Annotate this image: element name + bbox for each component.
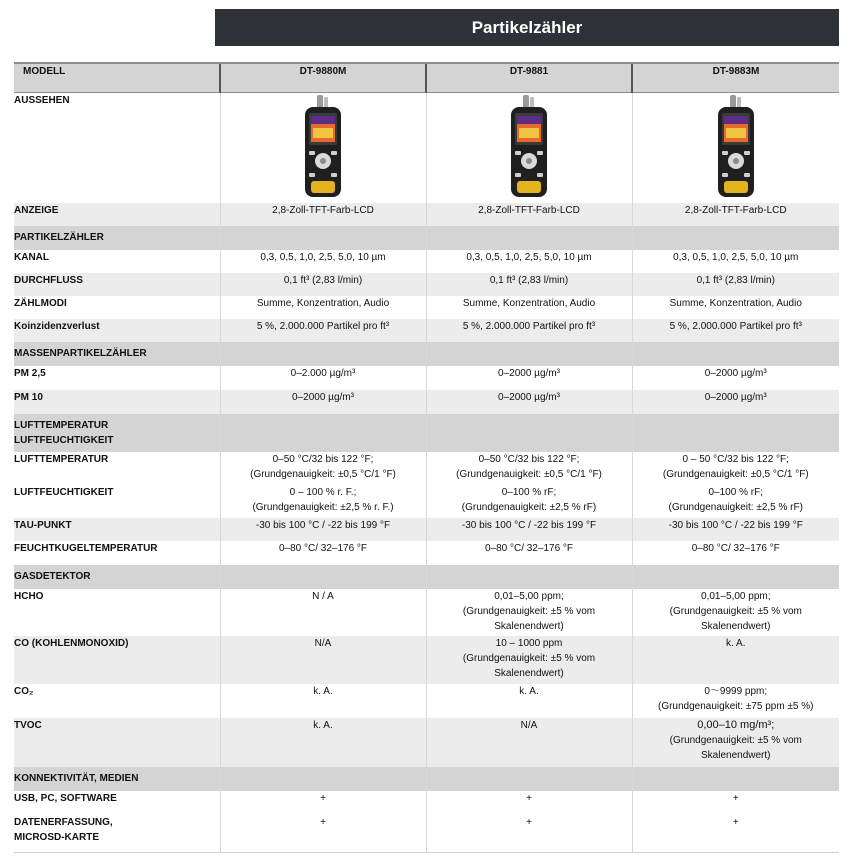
table-row bbox=[14, 203, 839, 226]
section-label: PARTIKELZÄHLER bbox=[14, 226, 220, 250]
table-cell: 5 %, 2.000.000 Partikel pro ft³ bbox=[632, 319, 839, 342]
model-heading: DT-9883M bbox=[632, 63, 839, 93]
row-label: HCHO bbox=[14, 590, 44, 602]
table-cell: -30 bis 100 °C / -22 bis 199 °F bbox=[426, 518, 632, 541]
row-label: DURCHFLUSS bbox=[14, 273, 220, 296]
row-label: TVOC bbox=[14, 718, 220, 767]
table-row bbox=[14, 366, 839, 390]
cell-line: k. A. bbox=[313, 719, 333, 731]
cell-line: Skalenendwert) bbox=[494, 667, 564, 679]
row-label: ZÄHLMODI bbox=[14, 297, 67, 309]
model-heading: DT-9881 bbox=[426, 63, 632, 93]
section-label: KONNEKTIVITÄT, MEDIEN bbox=[14, 767, 220, 791]
table-cell: 0–2000 µg/m³ bbox=[632, 366, 839, 390]
table-row bbox=[14, 319, 839, 342]
table-cell bbox=[632, 718, 839, 767]
table-cell: + bbox=[220, 791, 426, 815]
device-image bbox=[632, 93, 839, 203]
table-cell: 0–2000 µg/m³ bbox=[426, 366, 632, 390]
cell-line: N/A bbox=[520, 719, 538, 731]
cell-line: 0,01–5,00 ppm; bbox=[701, 590, 771, 602]
table-cell: + bbox=[426, 815, 632, 853]
table-cell: 0,3, 0,5, 1,0, 2,5, 5,0, 10 µm bbox=[426, 250, 632, 273]
table-cell: 0,3, 0,5, 1,0, 2,5, 5,0, 10 µm bbox=[220, 250, 426, 273]
section-row bbox=[14, 342, 839, 366]
cell-line: (Grundgenauigkeit: ±5 % vom bbox=[462, 605, 596, 617]
table-cell bbox=[632, 684, 839, 718]
table-row bbox=[14, 684, 839, 718]
cell-line: 0,00–10 mg/m³; bbox=[697, 718, 775, 731]
device-image bbox=[220, 93, 426, 203]
table-cell: 5 %, 2.000.000 Partikel pro ft³ bbox=[220, 319, 426, 342]
table-cell: 0–2000 µg/m³ bbox=[220, 390, 426, 414]
row-label: CO₂ bbox=[14, 685, 34, 697]
cell-line: 0 – 50 °C/32 bis 122 °F; bbox=[682, 453, 789, 465]
table-cell bbox=[220, 684, 426, 718]
cell-line: (Grundgenauigkeit: ±2,5 % rF) bbox=[668, 501, 803, 513]
cell-line: 0 – 100 % r. F.; bbox=[289, 486, 357, 498]
table-cell: 2,8-Zoll-TFT-Farb-LCD bbox=[632, 203, 839, 226]
particle-counter-device-image bbox=[301, 95, 345, 199]
cell-line: (Grundgenauigkeit: ±0,5 °C/1 °F) bbox=[456, 468, 602, 480]
cell-line: 0–100 % rF; bbox=[501, 486, 557, 498]
table-header-row bbox=[14, 63, 839, 93]
table-cell: -30 bis 100 °C / -22 bis 199 °F bbox=[220, 518, 426, 541]
table-cell: 0–2000 µg/m³ bbox=[426, 390, 632, 414]
row-label: KANAL bbox=[14, 251, 49, 263]
row-label-line: MICROSD-KARTE bbox=[14, 831, 99, 843]
table-cell bbox=[426, 589, 632, 636]
table-cell: 0–80 °C/ 32–176 °F bbox=[632, 541, 839, 565]
cell-line: Skalenendwert) bbox=[701, 620, 771, 632]
table-cell: 2,8-Zoll-TFT-Farb-LCD bbox=[426, 203, 632, 226]
table-row bbox=[14, 636, 839, 684]
section-label-line: LUFTFEUCHTIGKEIT bbox=[14, 434, 114, 446]
cell-line: N/A bbox=[314, 637, 332, 649]
table-cell: + bbox=[632, 791, 839, 815]
page-title: Partikelzähler bbox=[215, 9, 839, 46]
cell-line: (Grundgenauigkeit: ±0,5 °C/1 °F) bbox=[250, 468, 396, 480]
cell-line: (Grundgenauigkeit: ±2,5 % r. F.) bbox=[252, 501, 394, 513]
table-cell: + bbox=[426, 791, 632, 815]
cell-line: 0,01–5,00 ppm; bbox=[494, 590, 564, 602]
row-label: LUFTFEUCHTIGKEIT bbox=[14, 486, 114, 498]
row-label: ANZEIGE bbox=[14, 203, 220, 226]
table-row bbox=[14, 791, 839, 815]
cell-line: (Grundgenauigkeit: ±75 ppm ±5 %) bbox=[657, 700, 814, 712]
table-row bbox=[14, 273, 839, 296]
table-row bbox=[14, 541, 839, 565]
row-label: FEUCHTKUGELTEMPERATUR bbox=[14, 542, 158, 554]
row-label: Koinzidenzverlust bbox=[14, 319, 220, 342]
table-cell: 0,1 ft³ (2,83 l/min) bbox=[426, 273, 632, 296]
table-cell: 0–2.000 µg/m³ bbox=[220, 366, 426, 390]
table-row bbox=[14, 485, 839, 518]
section-row bbox=[14, 226, 839, 250]
table-row bbox=[14, 250, 839, 273]
table-cell: Summe, Konzentration, Audio bbox=[220, 296, 426, 319]
table-cell bbox=[426, 485, 632, 518]
table-cell: 2,8-Zoll-TFT-Farb-LCD bbox=[220, 203, 426, 226]
table-cell bbox=[632, 589, 839, 636]
comparison-table bbox=[14, 62, 839, 853]
row-label: LUFTTEMPERATUR bbox=[14, 453, 109, 465]
table-cell: + bbox=[220, 815, 426, 853]
table-cell bbox=[426, 684, 632, 718]
cell-line: 0–100 % rF; bbox=[708, 486, 763, 498]
cell-line: (Grundgenauigkeit: ±0,5 °C/1 °F) bbox=[662, 468, 809, 480]
table-cell bbox=[426, 452, 632, 485]
row-label: AUSSEHEN bbox=[14, 95, 70, 106]
model-heading: DT-9880M bbox=[220, 63, 426, 93]
cell-line: (Grundgenauigkeit: ±2,5 % rF) bbox=[461, 501, 597, 513]
table-cell: 0,1 ft³ (2,83 l/min) bbox=[220, 273, 426, 296]
table-cell bbox=[632, 485, 839, 518]
table-cell: 0,1 ft³ (2,83 l/min) bbox=[632, 273, 839, 296]
cell-line: k. A. bbox=[726, 637, 746, 649]
table-cell: 5 %, 2.000.000 Partikel pro ft³ bbox=[426, 319, 632, 342]
particle-counter-device-image bbox=[714, 95, 758, 199]
table-cell: Summe, Konzentration, Audio bbox=[632, 296, 839, 319]
table-cell: 0–80 °C/ 32–176 °F bbox=[220, 541, 426, 565]
row-label: TAU-PUNKT bbox=[14, 518, 220, 541]
table-cell bbox=[220, 452, 426, 485]
section-row bbox=[14, 565, 839, 589]
cell-line: Skalenendwert) bbox=[494, 620, 564, 632]
table-cell bbox=[426, 718, 632, 767]
table-cell bbox=[220, 485, 426, 518]
table-row bbox=[14, 718, 839, 767]
section-label: MASSENPARTIKELZÄHLER bbox=[14, 342, 220, 366]
cell-line: (Grundgenauigkeit: ±5 % vom bbox=[462, 652, 596, 664]
table-cell: -30 bis 100 °C / -22 bis 199 °F bbox=[632, 518, 839, 541]
table-cell bbox=[426, 636, 632, 684]
table-cell: Summe, Konzentration, Audio bbox=[426, 296, 632, 319]
cell-line: (Grundgenauigkeit: ±5 % vom bbox=[669, 734, 802, 746]
section-label: GASDETEKTOR bbox=[14, 565, 220, 589]
particle-counter-device-image bbox=[507, 95, 551, 199]
cell-line: N / A bbox=[312, 590, 334, 602]
section-label-line: LUFTTEMPERATUR bbox=[14, 419, 109, 431]
section-label bbox=[14, 414, 220, 452]
table-row bbox=[14, 518, 839, 541]
row-label: USB, PC, SOFTWARE bbox=[14, 792, 117, 804]
table-cell: + bbox=[632, 815, 839, 853]
row-label-line: DATENERFASSUNG, bbox=[14, 816, 113, 828]
section-row bbox=[14, 767, 839, 791]
table-cell: 0–80 °C/ 32–176 °F bbox=[426, 541, 632, 565]
table-cell bbox=[632, 452, 839, 485]
table-row bbox=[14, 589, 839, 636]
cell-line: 0–50 °C/32 bis 122 °F; bbox=[478, 453, 580, 465]
table-cell bbox=[220, 718, 426, 767]
table-cell: 0–2000 µg/m³ bbox=[632, 390, 839, 414]
cell-line: 0–50 °C/32 bis 122 °F; bbox=[272, 453, 374, 465]
table-cell: 0,3, 0,5, 1,0, 2,5, 5,0, 10 µm bbox=[632, 250, 839, 273]
cell-line: 10 – 1000 ppm bbox=[495, 637, 563, 649]
row-label bbox=[14, 815, 220, 853]
cell-line: k. A. bbox=[519, 685, 539, 697]
row-label: CO (KOHLENMONOXID) bbox=[14, 636, 220, 684]
header-label: MODELL bbox=[14, 63, 220, 93]
table-row bbox=[14, 452, 839, 485]
cell-line: Skalenendwert) bbox=[701, 749, 771, 761]
row-label: PM 2,5 bbox=[14, 367, 46, 379]
table-row bbox=[14, 815, 839, 853]
table-cell bbox=[632, 636, 839, 684]
section-row bbox=[14, 414, 839, 452]
cell-line: 0〜9999 ppm; bbox=[704, 685, 768, 697]
table-row bbox=[14, 93, 839, 203]
row-label: PM 10 bbox=[14, 390, 220, 414]
cell-line: (Grundgenauigkeit: ±5 % vom bbox=[669, 605, 802, 617]
table-row bbox=[14, 390, 839, 414]
cell-line: k. A. bbox=[313, 685, 333, 697]
device-image bbox=[426, 93, 632, 203]
table-cell bbox=[220, 636, 426, 684]
table-cell bbox=[220, 589, 426, 636]
table-row bbox=[14, 296, 839, 319]
